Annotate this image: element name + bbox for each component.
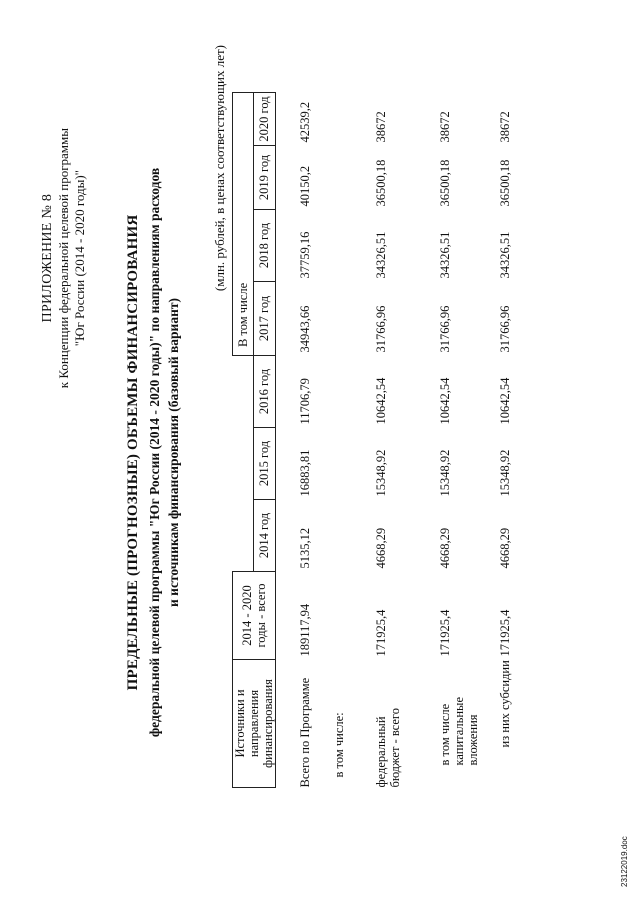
header-year: 2020 год <box>253 93 275 146</box>
header-year: 2019 год <box>253 146 275 210</box>
cell-value: 31766,96 <box>373 305 388 353</box>
cell-value: 10642,54 <box>373 377 388 425</box>
cell-value: 36500,18 <box>497 159 512 207</box>
row-label: в том числе: <box>331 712 346 778</box>
cell-value: 34326,51 <box>437 231 452 279</box>
cell-value: 10642,54 <box>437 377 452 425</box>
cell-value: 38672 <box>497 111 512 143</box>
cell-value: 37759,16 <box>298 231 312 279</box>
cell-value: 15348,92 <box>437 449 452 497</box>
cell-value: 4668,29 <box>373 527 388 569</box>
annex-program-name: "Юг России (2014 - 2020 годы)" <box>72 170 87 347</box>
cell-value: 31766,96 <box>437 305 452 353</box>
cell-value: 38672 <box>373 111 388 143</box>
cell-value: 16883,81 <box>298 449 312 497</box>
cell-total: 171925,4 <box>497 609 512 657</box>
cell-value: 5135,12 <box>298 527 312 569</box>
cell-value: 40150,2 <box>298 165 312 207</box>
header-group: В том числе <box>233 93 254 356</box>
cell-value: 15348,92 <box>497 449 512 497</box>
cell-value: 4668,29 <box>437 527 452 569</box>
cell-total: 171925,4 <box>373 609 388 657</box>
cell-value: 36500,18 <box>437 159 452 207</box>
document-title: ПРЕДЕЛЬНЫЕ (ПРОГНОЗНЫЕ) ОБЪЕМЫ ФИНАНСИРОВАНИЯ <box>125 214 141 691</box>
empty-row <box>322 93 354 660</box>
cell-value: 10642,54 <box>497 377 512 425</box>
row-label: из них субсидии <box>497 660 512 748</box>
header-year: 2017 год <box>253 282 275 356</box>
cell-value: 11706,79 <box>298 378 312 425</box>
units-note: (млн. рублей, в ценах соответствующих лет) <box>212 45 227 292</box>
annex-header <box>40 128 88 388</box>
cell-value: 34326,51 <box>497 231 512 279</box>
financing-table <box>232 92 534 788</box>
cell-value: 42539,2 <box>298 101 312 143</box>
cell-total: 171925,4 <box>437 609 452 657</box>
row-label: Всего по Программе <box>298 677 312 788</box>
header-year: 2014 год <box>253 500 275 572</box>
cell-value: 34326,51 <box>373 231 388 279</box>
cell-value: 34943,66 <box>298 305 312 353</box>
row-label: в том числе капитальные вложения <box>437 697 480 766</box>
cell-value: 31766,96 <box>497 305 512 353</box>
cell-total: 189117,94 <box>298 603 312 657</box>
cell-value: 15348,92 <box>373 449 388 497</box>
document-subtitle-line2: и источникам финансирования (базовый вариант) <box>166 298 181 607</box>
annex-number: ПРИЛОЖЕНИЕ № 8 <box>40 193 55 323</box>
header-total: 2014 - 2020 годы - всего <box>233 572 276 660</box>
row-label: федеральный бюджет - всего <box>373 708 402 788</box>
annex-reference: к Концепции федеральной целевой программы <box>56 128 71 389</box>
header-source: Источники и направления финансирования <box>233 660 276 788</box>
header-group-blank <box>233 356 254 572</box>
document-subtitle-line1: федеральной целевой программы "Юг России (2014 - 2020 годы)" по направлениям расходов <box>147 167 162 738</box>
cell-value: 4668,29 <box>497 527 512 569</box>
file-code: 23122019.doc <box>620 836 629 887</box>
header-year: 2018 год <box>253 210 275 282</box>
cell-value: 38672 <box>437 111 452 143</box>
header-year: 2016 год <box>253 356 275 428</box>
cell-value: 36500,18 <box>373 159 388 207</box>
header-year: 2015 год <box>253 428 275 500</box>
